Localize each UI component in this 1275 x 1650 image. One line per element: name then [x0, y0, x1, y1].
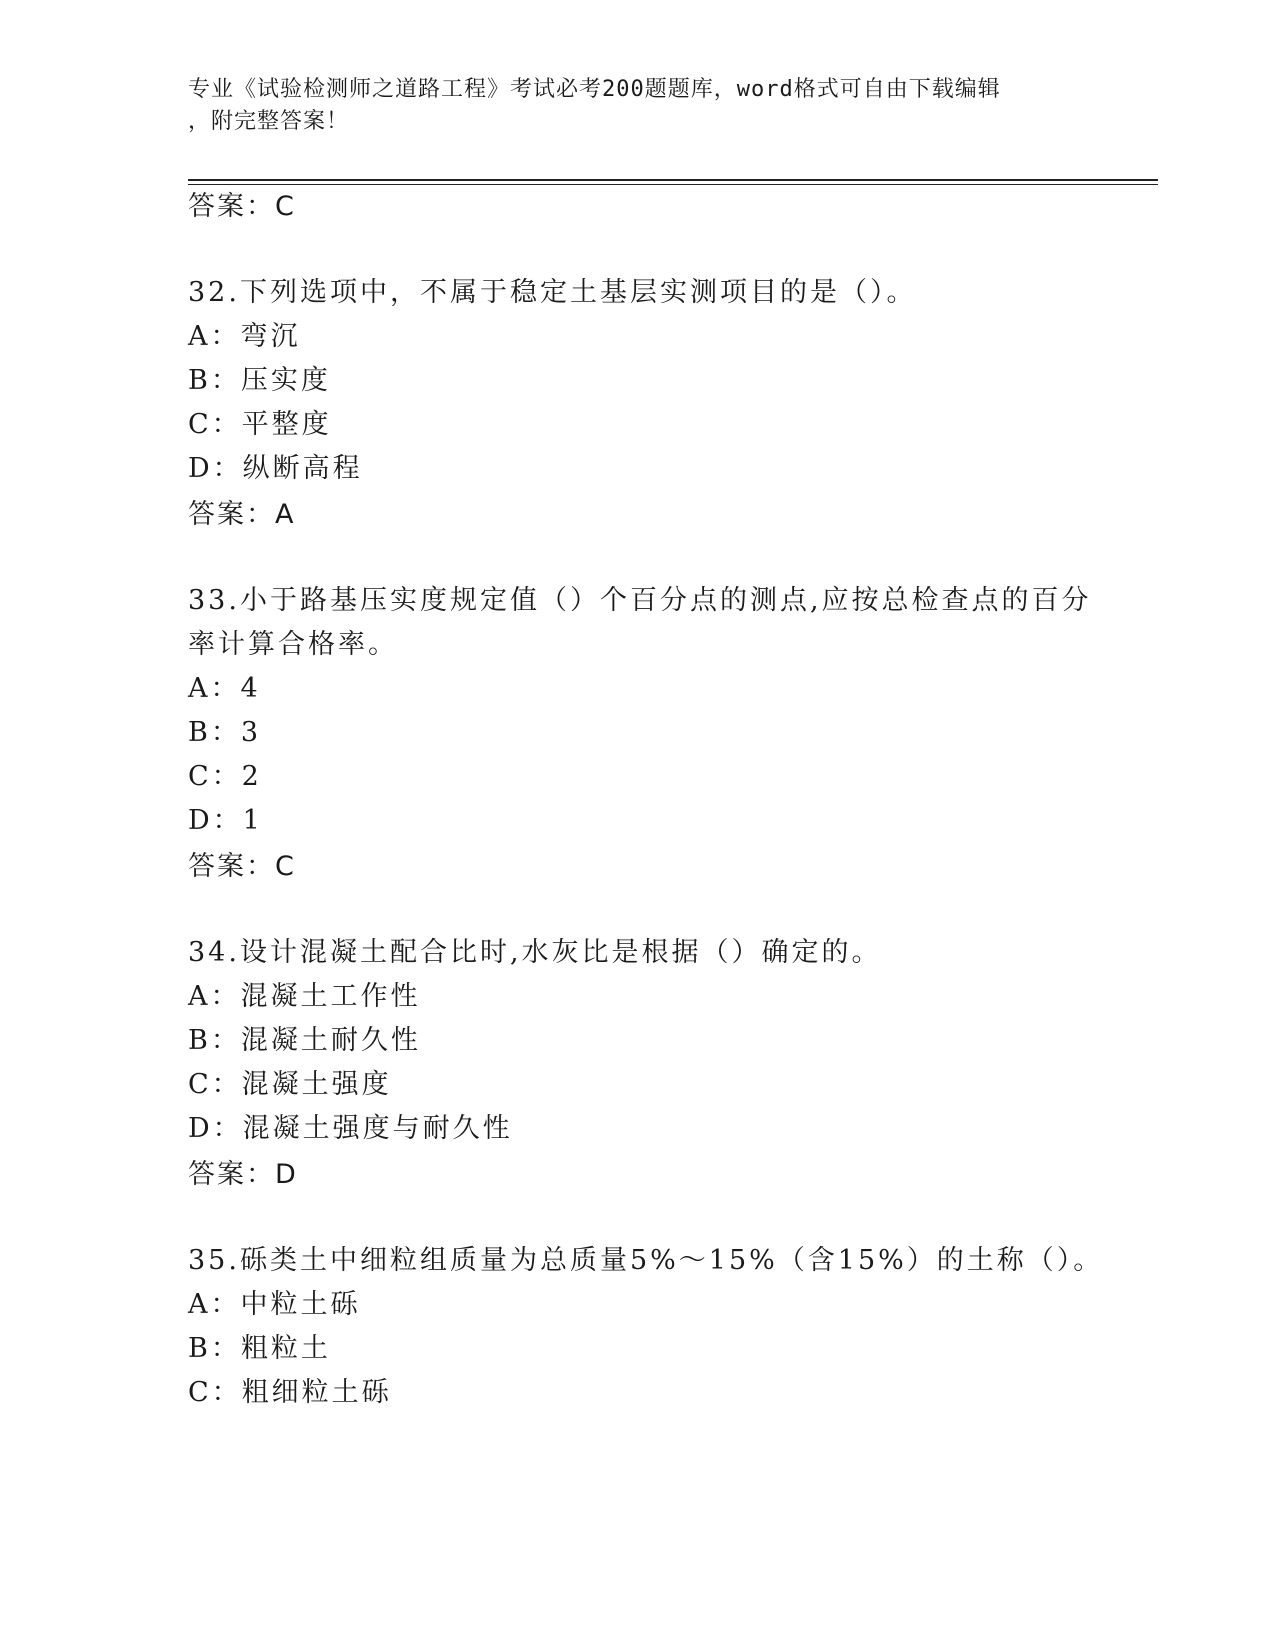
question-35-option-c: C：粗细粒土砾 — [188, 1377, 392, 1408]
question-34-answer: 答案：D — [188, 1159, 298, 1190]
header-title-line2: ，附完整答案！ — [188, 109, 350, 134]
question-35-option-a: A：中粒土砾 — [188, 1289, 361, 1320]
question-32-answer: 答案：A — [188, 499, 296, 530]
document-header — [188, 74, 1088, 138]
question-33-stem-line2: 率计算合格率。 — [188, 629, 398, 660]
header-divider — [188, 179, 1158, 181]
question-32-option-c: C：平整度 — [188, 409, 332, 440]
question-33-option-c: C：2 — [188, 761, 262, 792]
question-32-option-d: D：纵断高程 — [188, 453, 363, 484]
question-35-stem: 35.砾类土中细粒组质量为总质量5%～15%（含15%）的土称（）。 — [188, 1245, 1104, 1276]
question-33-option-a: A：4 — [188, 673, 261, 704]
question-33-answer: 答案：C — [188, 851, 296, 882]
header-title-line1: 专业《试验检测师之道路工程》考试必考200题题库，word格式可自由下载编辑 — [188, 77, 1001, 102]
question-34-option-c: C：混凝土强度 — [188, 1069, 392, 1100]
previous-answer: 答案：C — [188, 191, 296, 222]
question-34-option-a: A：混凝土工作性 — [188, 981, 421, 1012]
header-divider-thin — [188, 184, 1158, 185]
question-32-option-a: A：弯沉 — [188, 321, 301, 352]
question-33-option-d: D：1 — [188, 805, 263, 836]
question-32-stem: 32.下列选项中，不属于稳定土基层实测项目的是（）。 — [188, 277, 917, 308]
question-33-stem-line1: 33.小于路基压实度规定值（）个百分点的测点,应按总检查点的百分 — [188, 585, 1092, 616]
question-35-option-b: B：粗粒土 — [188, 1333, 331, 1364]
question-34-stem: 34.设计混凝土配合比时,水灰比是根据（）确定的。 — [188, 937, 882, 968]
question-32-option-b: B：压实度 — [188, 365, 331, 396]
question-33-option-b: B：3 — [188, 717, 262, 748]
question-34-option-d: D：混凝土强度与耐久性 — [188, 1113, 513, 1144]
question-34-option-b: B：混凝土耐久性 — [188, 1025, 421, 1056]
